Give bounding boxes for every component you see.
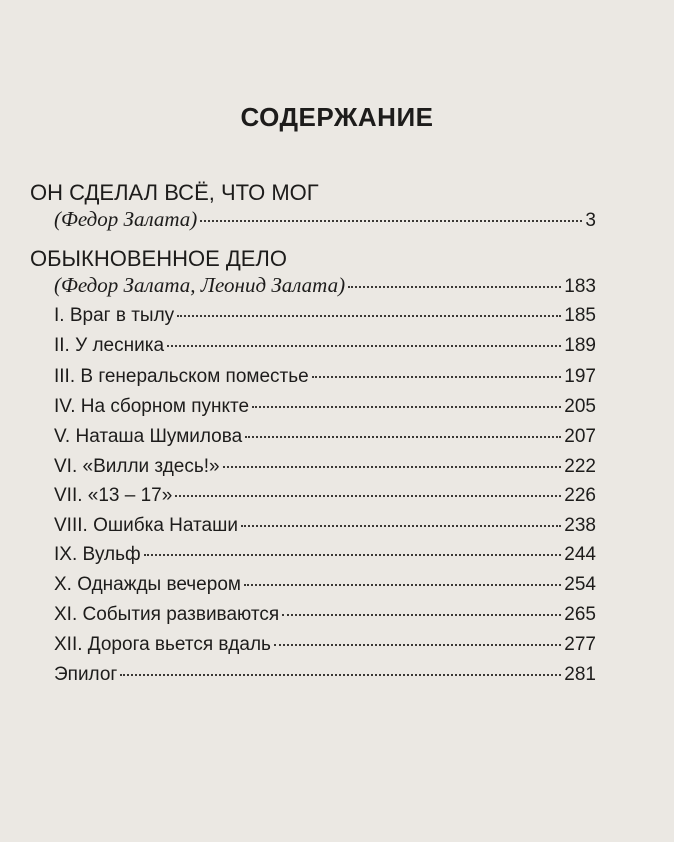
page-number: 244 [564, 544, 596, 565]
page-number: 277 [564, 634, 596, 655]
page-number: 183 [564, 276, 596, 297]
section-author-1: (Федор Залата) [54, 207, 198, 231]
chapter-row[interactable] [54, 302, 596, 330]
page-number: 185 [564, 305, 596, 326]
page-number: 205 [564, 396, 596, 417]
chapter-row[interactable] [54, 482, 596, 510]
page-number: 207 [564, 426, 596, 447]
dot-leader [223, 466, 562, 468]
dot-leader [348, 286, 561, 288]
chapter-title: VIII. Ошибка Наташи [54, 515, 238, 536]
section-author-2: (Федор Залата, Леонид Залата) [54, 273, 346, 297]
page-number: 265 [564, 604, 596, 625]
page-number: 254 [564, 574, 596, 595]
page-number: 226 [564, 485, 596, 506]
dot-leader [282, 614, 561, 616]
chapter-title: IV. На сборном пункте [54, 396, 250, 417]
page-number: 189 [564, 335, 596, 356]
dot-leader [175, 495, 561, 497]
dot-leader [200, 220, 582, 222]
chapter-row[interactable] [54, 631, 596, 659]
chapter-title: XI. События развиваются [54, 604, 280, 625]
dot-leader [312, 376, 562, 378]
chapter-title: I. Враг в тылу [54, 305, 175, 326]
chapter-title: IX. Вульф [54, 544, 141, 565]
chapter-row[interactable] [54, 332, 596, 360]
dot-leader [274, 644, 561, 646]
chapter-title: Эпилог [54, 664, 118, 685]
chapter-title: VII. «13 – 17» [54, 485, 173, 506]
chapter-title: II. У лесника [54, 335, 165, 356]
dot-leader [244, 584, 561, 586]
dot-leader [120, 674, 561, 676]
dot-leader [167, 345, 561, 347]
dot-leader [245, 436, 561, 438]
chapter-row[interactable] [54, 423, 596, 451]
chapter-title: V. Наташа Шумилова [54, 426, 243, 447]
chapter-title: X. Однажды вечером [54, 574, 241, 595]
dot-leader [241, 525, 561, 527]
chapter-title: III. В генеральском поместье [54, 366, 309, 387]
chapter-row[interactable] [54, 661, 596, 689]
chapter-row[interactable] [54, 601, 596, 629]
chapter-row[interactable] [54, 512, 596, 540]
section-title-2: ОБЫКНОВЕННОЕ ДЕЛО [30, 246, 287, 271]
chapter-title: XII. Дорога вьется вдаль [54, 634, 271, 655]
toc-entry-section-1[interactable] [54, 205, 596, 233]
chapter-title: VI. «Вилли здесь!» [54, 456, 220, 477]
page-number: 222 [564, 456, 596, 477]
contents-heading: СОДЕРЖАНИЕ [240, 102, 434, 132]
chapter-row[interactable] [54, 453, 596, 481]
page-number: 281 [564, 664, 596, 685]
page-number: 3 [585, 210, 596, 231]
page-number: 238 [564, 515, 596, 536]
dot-leader [144, 554, 562, 556]
chapter-row[interactable] [54, 541, 596, 569]
page-number: 197 [564, 366, 596, 387]
chapter-row[interactable] [54, 363, 596, 391]
chapter-row[interactable] [54, 393, 596, 421]
toc-entry-section-2[interactable] [54, 271, 596, 299]
dot-leader [252, 406, 561, 408]
section-title-1: ОН СДЕЛАЛ ВСЁ, ЧТО МОГ [30, 180, 319, 205]
dot-leader [177, 315, 561, 317]
chapter-row[interactable] [54, 571, 596, 599]
